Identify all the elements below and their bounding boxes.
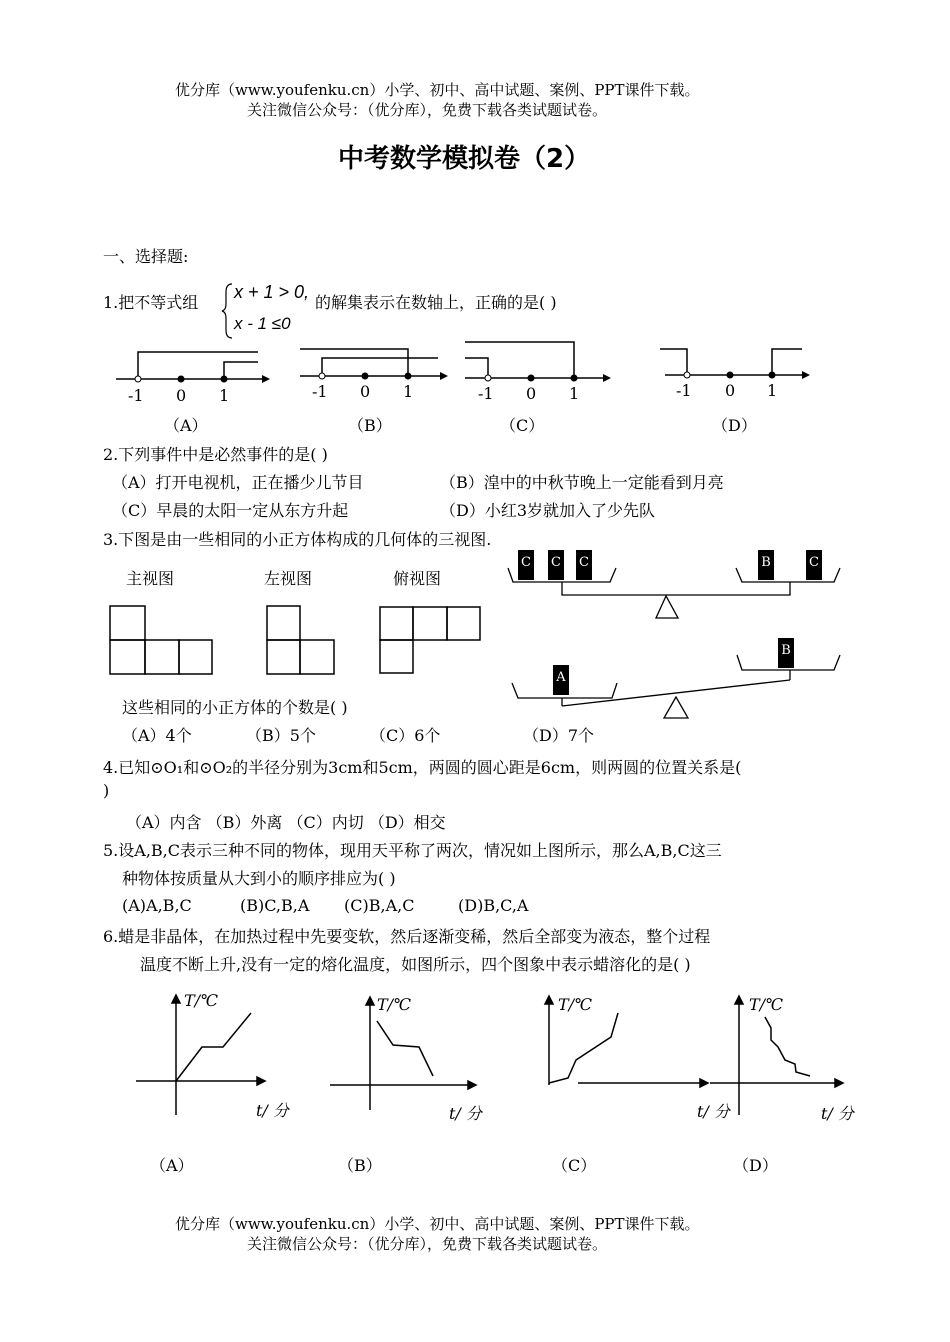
q5-option-c: (C)B,A,C <box>344 896 415 915</box>
q6-option-c: （C） <box>552 1156 597 1175</box>
q3-option-d: （D）7个 <box>523 726 595 745</box>
label-1: 1 <box>569 384 580 403</box>
q5-line-1: 5.设A,B,C表示三种不同的物体，现用天平称了两次，情况如上图所示，那么A,B,C这三 <box>103 841 722 860</box>
view-front-label: 主视图 <box>126 569 175 588</box>
section-heading: 一、选择题: <box>103 247 189 266</box>
header-line-2: 关注微信公众号：（优分库），免费下载各类试题试卷。 <box>247 101 608 119</box>
weight-c: C <box>576 550 592 580</box>
q3-option-a: （A）4个 <box>122 726 192 745</box>
q1-suffix: 的解集表示在数轴上，正确的是( ) <box>315 293 557 312</box>
label-neg1: -1 <box>128 386 144 405</box>
q5-option-b: (B)C,B,A <box>240 896 310 915</box>
label-0: 0 <box>526 384 537 403</box>
graph-c-xlabel: t/ 分 <box>697 1102 730 1121</box>
graph-b-xlabel: t/ 分 <box>449 1104 482 1123</box>
q1-option-c: （C） <box>500 416 545 435</box>
q4-stem-end: ) <box>103 781 110 800</box>
q1-option-b: （B） <box>348 416 392 435</box>
q2-option-a: （A）打开电视机，正在播少儿节目 <box>112 473 364 492</box>
q5-option-d: (D)B,C,A <box>458 896 529 915</box>
weight-c: C <box>548 550 564 580</box>
q1-inequality-1: x + 1 > 0, <box>234 282 310 302</box>
q6-line-1: 6.蜡是非晶体，在加热过程中先要变软，然后逐渐变稀，然后全部变为液态，整个过程 <box>103 927 711 946</box>
view-left-label: 左视图 <box>264 569 313 588</box>
q5-option-a: (A)A,B,C <box>122 896 192 915</box>
header-line-1: 优分库（www.youfenku.cn）小学、初中、高中试题、案例、PPT课件下载。 <box>175 81 700 99</box>
q5-line-2: 种物体按质量从大到小的顺序排应为( ) <box>122 869 396 888</box>
label-neg1: -1 <box>312 382 328 401</box>
q3-option-b: （B）5个 <box>246 726 316 745</box>
label-1: 1 <box>403 382 414 401</box>
page-title: 中考数学模拟卷（2） <box>338 144 591 174</box>
label-1: 1 <box>767 381 778 400</box>
label-neg1: -1 <box>676 381 692 400</box>
q2-option-c: （C）早晨的太阳一定从东方升起 <box>112 501 349 520</box>
q6-option-b: （B） <box>338 1156 382 1175</box>
q6-option-a: （A） <box>150 1156 194 1175</box>
label-0: 0 <box>725 381 736 400</box>
q2-stem: 2.下列事件中是必然事件的是( ) <box>103 445 328 464</box>
label-1: 1 <box>219 386 230 405</box>
graph-a-ylabel: T/℃ <box>184 991 218 1010</box>
q6-option-d: （D） <box>733 1156 778 1175</box>
footer-line-2: 关注微信公众号：（优分库），免费下载各类试题试卷。 <box>247 1235 608 1253</box>
view-top-label: 俯视图 <box>393 569 442 588</box>
graph-d-ylabel: T/℃ <box>749 995 783 1014</box>
graph-a-xlabel: t/ 分 <box>256 1101 289 1120</box>
graph-d-xlabel: t/ 分 <box>821 1104 854 1123</box>
q2-option-b: （B）湟中的中秋节晚上一定能看到月亮 <box>440 473 724 492</box>
weight-c: C <box>806 550 822 580</box>
q3-ask: 这些相同的小正方体的个数是( ) <box>122 698 348 717</box>
q4-options: （A）内含 （B）外离 （C）内切 （D）相交 <box>126 813 446 832</box>
label-neg1: -1 <box>478 384 494 403</box>
q3-option-c: （C）6个 <box>370 726 441 745</box>
footer-line-1: 优分库（www.youfenku.cn）小学、初中、高中试题、案例、PPT课件下载。 <box>175 1215 700 1233</box>
weight-a: A <box>553 665 569 695</box>
graph-c-ylabel: T/℃ <box>558 995 592 1014</box>
q1-option-d: （D） <box>712 416 757 435</box>
q3-stem: 3.下图是由一些相同的小正方体构成的几何体的三视图. <box>103 530 492 549</box>
q1-inequality-2: x - 1 ≤0 <box>234 314 291 333</box>
q6-line-2: 温度不断上升,没有一定的熔化温度，如图所示，四个图象中表示蜡溶化的是( ) <box>140 955 691 974</box>
label-0: 0 <box>360 382 371 401</box>
graph-b-ylabel: T/℃ <box>377 995 411 1014</box>
q1-prefix: 1.把不等式组 <box>103 293 199 312</box>
q2-option-d: （D）小红3岁就加入了少先队 <box>440 501 656 520</box>
q4-stem: 4.已知⊙O₁和⊙O₂的半径分别为3cm和5cm，两圆的圆心距是6cm，则两圆的位置关系是( <box>103 758 742 777</box>
weight-c: C <box>518 550 534 580</box>
q1-option-a: （A） <box>164 416 208 435</box>
weight-b: B <box>758 550 774 580</box>
weight-b: B <box>778 638 794 668</box>
label-0: 0 <box>176 386 187 405</box>
